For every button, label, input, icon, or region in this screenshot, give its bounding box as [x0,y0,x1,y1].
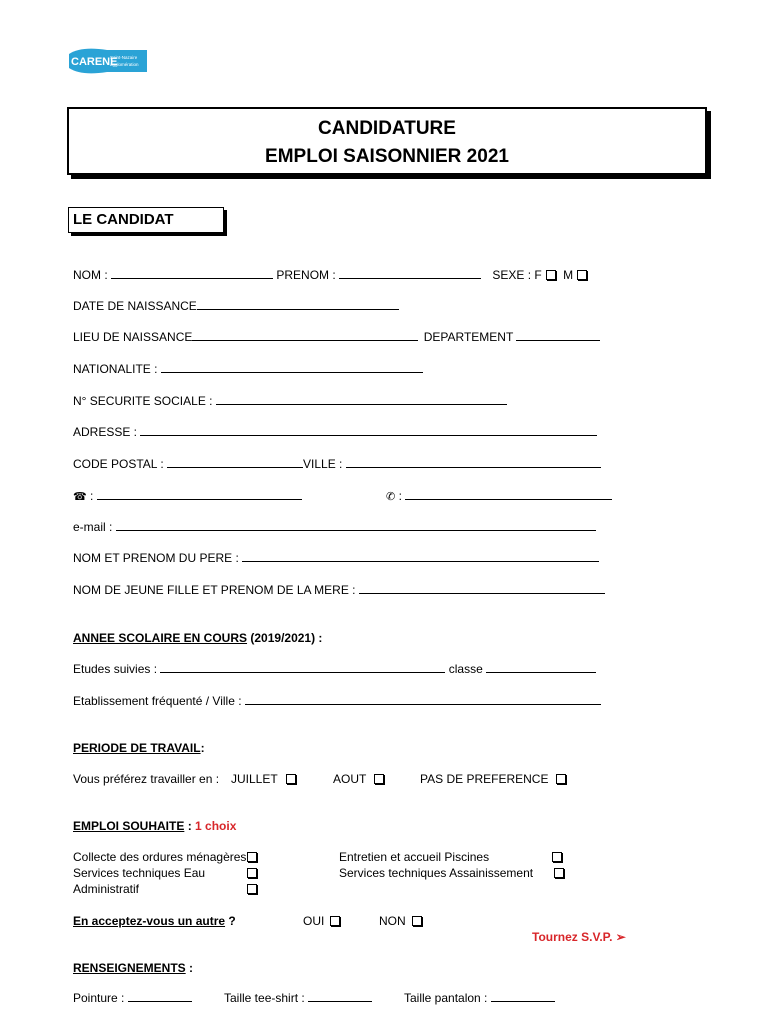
juillet-option: JUILLET [231,771,296,787]
title-box [67,107,707,175]
periode-heading: PERIODE DE TRAVAIL [73,741,201,755]
renseignements-heading-row: RENSEIGNEMENTS : [73,961,194,975]
row-telephone: ☎ : [73,488,302,504]
aout-checkbox[interactable] [374,774,384,784]
oui-option: OUI [303,913,340,929]
title-line2: EMPLOI SAISONNIER 2021 [265,146,509,167]
pere-field[interactable] [242,550,599,562]
carene-logo [67,46,147,76]
row-pere: NOM ET PRENOM DU PERE : [73,550,599,566]
svg-text:Saint-Nazaire: Saint-Nazaire [110,55,138,60]
row-pantalon: Taille pantalon : [404,990,555,1006]
email-field[interactable] [116,519,596,531]
mobile-field[interactable] [405,488,612,500]
emploi-left-0: Collecte des ordures ménagères [73,850,247,864]
mere-field[interactable] [359,582,605,594]
teeshirt-field[interactable] [308,990,372,1002]
aout-option: AOUT [333,771,384,787]
emploi-heading-row: EMPLOI SOUHAITE : 1 choix [73,819,237,833]
row-nationalite: NATIONALITE : [73,361,423,377]
row-date: DATE DE NAISSANCE [73,298,399,314]
autre-question: En acceptez-vous un autre [73,914,226,928]
administratif-checkbox[interactable] [247,884,257,894]
prenom-field[interactable] [339,267,481,279]
svg-text:agglomération: agglomération [110,62,139,67]
mobile-phone-icon: ✆ [386,491,396,503]
row-mere: NOM DE JEUNE FILLE ET PRENOM DE LA MERE : [73,582,605,598]
nom-field[interactable] [111,267,273,279]
piscines-checkbox[interactable] [552,852,562,862]
nationalite-field[interactable] [161,361,423,373]
row-secu: N° SECURITE SOCIALE : [73,393,507,409]
emploi-choix: 1 choix [195,819,237,833]
row-periode: Vous préférez travailler en : [73,772,220,786]
emploi-heading: EMPLOI SOUHAITE [73,819,185,833]
assainissement-checkbox[interactable] [554,868,564,878]
row-adresse: ADRESSE : [73,424,597,440]
code-postal-field[interactable] [167,456,303,468]
renseignements-heading: RENSEIGNEMENTS [73,961,186,975]
etablissement-field[interactable] [245,693,601,705]
non-option: NON [379,913,422,929]
ville-field[interactable] [346,456,601,468]
row-teeshirt: Taille tee-shirt : [224,990,372,1006]
row-code-postal: CODE POSTAL : VILLE : [73,456,601,472]
row-email: e-mail : [73,519,596,535]
telephone-field[interactable] [97,488,302,500]
logo-text: CARENE [71,56,118,68]
annee-years: (2019/2021) : [250,631,323,645]
row-etudes: Etudes suivies : classe [73,661,596,677]
pointure-field[interactable] [128,990,192,1002]
classe-field[interactable] [486,661,596,673]
tournez-svp: Tournez S.V.P. ➢ [532,930,626,944]
pas-pref-checkbox[interactable] [556,774,566,784]
eau-checkbox[interactable] [247,868,257,878]
title-line1: CANDIDATURE [318,118,456,139]
emploi-left-1: Services techniques Eau [73,866,206,880]
lieu-naissance-field[interactable] [192,329,418,341]
oui-checkbox[interactable] [330,916,340,926]
sexe-m-checkbox[interactable] [577,270,587,280]
date-naissance-field[interactable] [197,298,399,310]
adresse-field[interactable] [140,424,597,436]
pantalon-field[interactable] [491,990,555,1002]
sexe-f-checkbox[interactable] [546,270,556,280]
non-checkbox[interactable] [412,916,422,926]
section-candidat: LE CANDIDAT [68,207,224,233]
annee-heading-row [73,630,322,646]
etudes-field[interactable] [160,661,445,673]
departement-field[interactable] [516,329,600,341]
row-lieu: LIEU DE NAISSANCE DEPARTEMENT [73,329,600,345]
pas-pref-option: PAS DE PREFERENCE [420,771,566,787]
juillet-checkbox[interactable] [286,774,296,784]
autre-row: En acceptez-vous un autre ? [73,914,236,928]
phone-icon: ☎ [73,491,87,503]
row-mobile: ✆ : [386,488,612,505]
collecte-checkbox[interactable] [247,852,257,862]
emploi-left-2: Administratif [73,882,140,896]
annee-heading: ANNEE SCOLAIRE EN COURS [73,631,248,645]
secu-field[interactable] [216,393,507,405]
row-nom: NOM : PRENOM : SEXE : F M [73,267,587,283]
row-etablissement: Etablissement fréquenté / Ville : [73,693,601,709]
emploi-right-1: Services techniques Assainissement [339,866,534,880]
periode-heading-row: PERIODE DE TRAVAIL: [73,741,205,755]
row-pointure: Pointure : [73,990,192,1006]
emploi-right-0: Entretien et accueil Piscines [339,850,490,864]
